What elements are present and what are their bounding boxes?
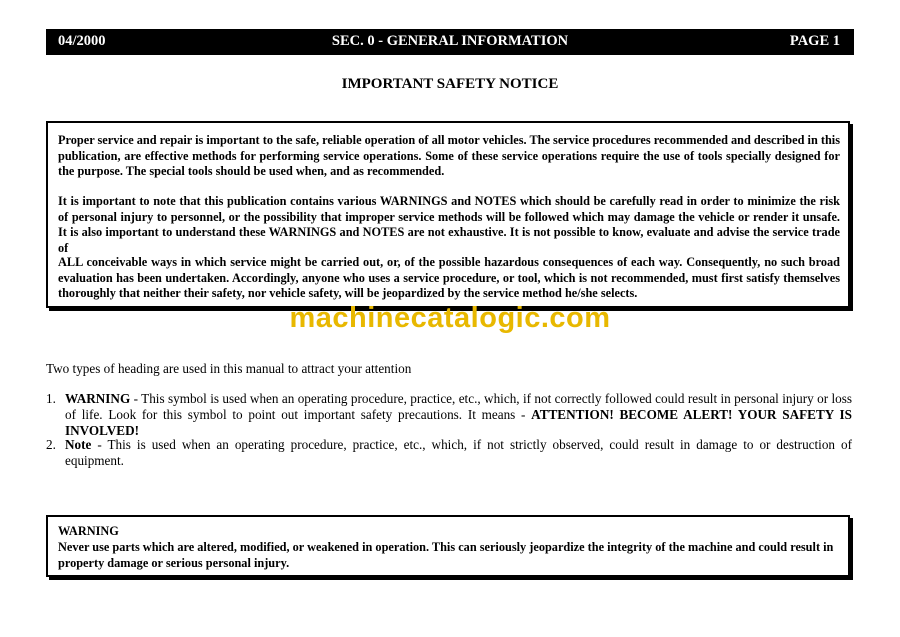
watermark-text: machinecatalogic.com — [289, 302, 611, 334]
note-label: Note — [65, 437, 92, 452]
header-page-number: PAGE 1 — [789, 33, 840, 49]
warning-box — [46, 515, 850, 577]
list-item-number: 1. — [46, 391, 56, 406]
warning-description: - This symbol is used when an operating procedure, practice, etc., which, if not correctly followed could result in personal injury or loss of life. Look for this symbol to point out important safety precautions. It means - — [65, 391, 852, 422]
header-date: 04/2000 — [58, 33, 106, 49]
warning-box-text: Never use parts which are altered, modified, or weakened in operation. This can seriously jeopardize the integrity of the machine and could result in property damage or serious personal injury. — [58, 540, 834, 570]
notice-paragraph-1: Proper service and repair is important to the safe, reliable operation of all motor vehicles. The service procedures recommended and described in this publication, are effective methods for performing service operations. Some of these service operations require the use of tools specially designed for the purpose. The special tools should be used when, and as recommended. — [58, 133, 840, 179]
warning-box-title: WARNING — [58, 524, 119, 538]
page-title: IMPORTANT SAFETY NOTICE — [341, 76, 559, 92]
safety-notice-box — [46, 121, 850, 308]
note-description: - This is used when an operating procedure, practice, etc., which, if not strictly observed, could result in damage to or destruction of equipment. — [65, 437, 852, 468]
header-section: SEC. 0 - GENERAL INFORMATION — [331, 33, 569, 49]
page-header — [46, 29, 854, 55]
notice-paragraph-3: ALL conceivable ways in which service might be carried out, or, of the possible hazardous consequences of each way. Consequently, no such broad evaluation has been undertaken. Accordingly, anyone who uses a service procedure, or tool, which is not recommended, must first satisfy themselves thoroughly that neither their safety, nor vehicle safety, will be jeopardized by the service method he/she selects. — [58, 255, 840, 301]
notice-paragraph-2: It is important to note that this publication contains various WARNINGS and NOTES which should be carefully read in order to minimize the risk of personal injury to personnel, or the possibility that improper service methods will be followed which may damage the vehicle or render it unsafe. It is also important to understand these WARNINGS and NOTES are not exhaustive. It is not possible to know, evaluate and advise the service trade of — [58, 194, 840, 255]
list-item-warning — [46, 391, 852, 439]
intro-text: Two types of heading are used in this manual to attract your attention — [46, 361, 412, 376]
list-item-number: 2. — [46, 437, 56, 452]
list-item-note — [46, 437, 852, 469]
warning-label: WARNING — [65, 391, 131, 406]
warning-emphasis: ATTENTION! BECOME ALERT! YOUR SAFETY IS INVOLVED! — [65, 407, 852, 438]
